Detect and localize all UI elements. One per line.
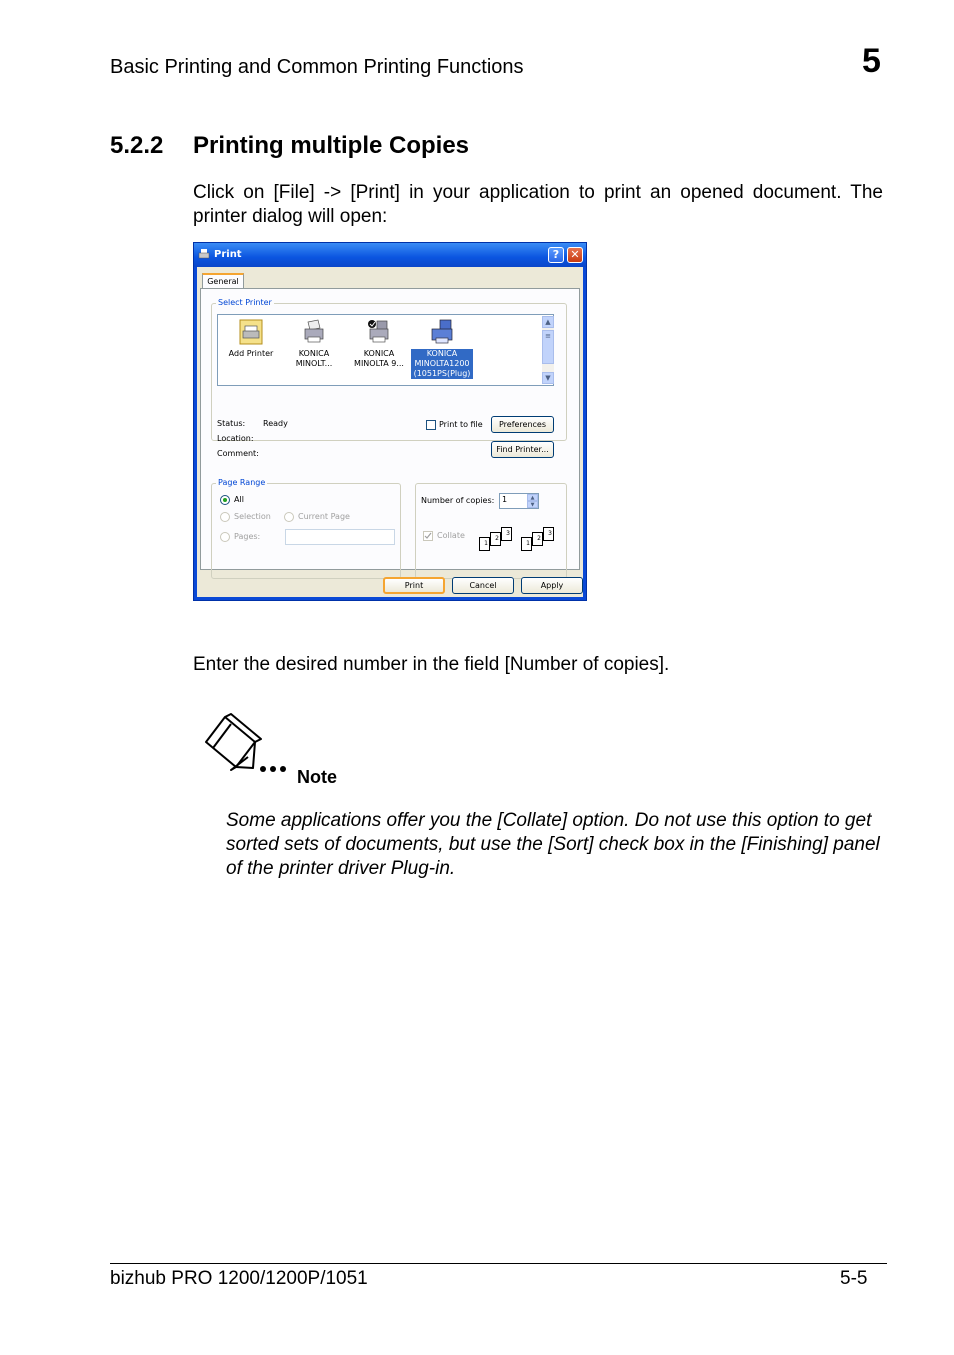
range-all-label: All (234, 495, 244, 504)
tab-general[interactable]: General (202, 273, 244, 288)
print-dialog (193, 242, 587, 601)
running-header-title: Basic Printing and Common Printing Functions (110, 56, 524, 78)
scroll-up-icon[interactable]: ▲ (542, 316, 554, 328)
range-current-page-label: Current Page (298, 512, 350, 521)
printer-name-line1: Add Printer (228, 349, 274, 358)
scroll-down-icon[interactable]: ▼ (542, 372, 554, 384)
printer-name-line1: KONICA (411, 349, 473, 359)
printer-list-scrollbar[interactable] (542, 316, 554, 384)
print-button[interactable]: Print (383, 577, 445, 594)
status-value: Ready (263, 419, 288, 428)
printer-list[interactable] (217, 314, 554, 386)
select-printer-label: Select Printer (218, 298, 272, 307)
preferences-button[interactable]: Preferences (491, 416, 554, 433)
note-text: Some applications offer you the [Collate] option. Do not use this option to get sorted sets of documents, but use the [Sort] check box in the [Finishing] panel of the printer driver Plug-in. (226, 810, 880, 879)
collate-checkbox[interactable] (423, 531, 433, 541)
dialog-body (197, 267, 583, 597)
printer-name-line2: MINOLTA1200 (411, 359, 473, 369)
cancel-button[interactable]: Cancel (452, 577, 514, 594)
page-3: 3 (543, 527, 554, 541)
printer-item-add[interactable] (220, 319, 282, 359)
printer-item-selected[interactable] (411, 319, 473, 379)
chapter-number: 5 (862, 42, 881, 80)
default-printer-icon (367, 319, 391, 345)
range-current-page-radio[interactable] (284, 512, 294, 522)
printer-item-2[interactable] (348, 319, 410, 369)
dialog-title: Print (214, 249, 242, 260)
range-selection-label: Selection (234, 512, 271, 521)
range-all-radio[interactable] (220, 495, 230, 505)
check-icon (424, 532, 432, 540)
printer-name-line2: MINOLTA 9... (354, 359, 404, 368)
status-label: Status: (217, 419, 246, 428)
page-2: 2 (490, 532, 501, 546)
collate-illustration-set-2 (521, 527, 561, 559)
page-3: 3 (501, 527, 512, 541)
copies-spin-down-icon[interactable]: ▼ (527, 501, 538, 508)
copies-spin-up-icon[interactable]: ▲ (527, 494, 538, 501)
network-printer-icon (430, 319, 454, 345)
printer-name-line2: MINOLT... (295, 359, 333, 368)
section-title: Printing multiple Copies (193, 132, 470, 159)
footer-page-number: 5-5 (840, 1268, 868, 1289)
scroll-thumb[interactable]: ≡ (542, 330, 554, 364)
footer-model: bizhub PRO 1200/1200P/1051 (110, 1268, 368, 1289)
page-2: 2 (532, 532, 543, 546)
intro-paragraph: Click on [File] -> [Print] in your application to print an opened document. The printer dialog will open: (193, 182, 883, 227)
printer-name-line3: (1051PS(Plug) (411, 369, 473, 379)
page-range-label: Page Range (218, 478, 266, 487)
copies-instruction: Enter the desired number in the field [Number of copies]. (193, 654, 670, 675)
printer-name-line1: KONICA (363, 349, 395, 358)
page-1: 1 (521, 537, 532, 551)
printer-item-1[interactable] (283, 319, 345, 369)
print-to-file-checkbox[interactable] (426, 420, 436, 430)
printer-icon (198, 248, 210, 260)
range-selection-radio[interactable] (220, 512, 230, 522)
apply-button[interactable]: Apply (521, 577, 583, 594)
location-label: Location: (217, 434, 254, 443)
range-pages-radio[interactable] (220, 532, 230, 542)
section-number: 5.2.2 (110, 132, 164, 159)
page-1: 1 (479, 537, 490, 551)
note-pencil-icon (203, 712, 295, 776)
close-button[interactable]: ✕ (567, 247, 583, 263)
note-label: Note (297, 767, 337, 787)
collate-label: Collate (437, 531, 465, 540)
collate-illustration-set-1 (479, 527, 519, 559)
copies-label: Number of copies: (421, 496, 495, 505)
comment-label: Comment: (217, 449, 259, 458)
tab-page-general (200, 288, 580, 570)
printer-device-icon (302, 319, 326, 345)
help-button[interactable]: ? (548, 247, 564, 263)
copies-input[interactable]: 1 (499, 493, 539, 509)
pages-input[interactable] (285, 529, 395, 545)
footer-rule (110, 1263, 887, 1264)
add-printer-icon (239, 319, 263, 345)
dialog-titlebar (194, 243, 586, 267)
find-printer-button[interactable]: Find Printer... (491, 441, 554, 458)
range-pages-label: Pages: (234, 532, 261, 541)
printer-name-line1: KONICA (298, 349, 330, 358)
print-to-file-label: Print to file (439, 420, 483, 429)
